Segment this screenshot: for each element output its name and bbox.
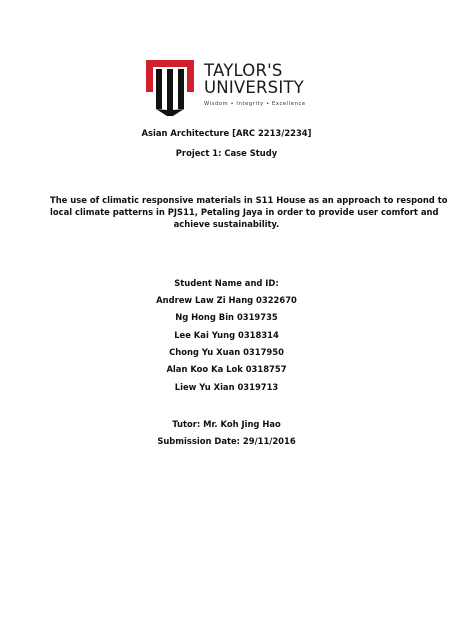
student-entry: Lee Kai Yung 0318314 xyxy=(174,330,279,340)
student-entry: Chong Yu Xuan 0317950 xyxy=(169,347,284,357)
university-crest-icon xyxy=(146,60,194,116)
taylors-university-logo xyxy=(146,60,316,116)
student-entry: Liew Yu Xian 0319713 xyxy=(174,382,279,392)
course-title: Asian Architecture [ARC 2213/2234] xyxy=(141,128,312,138)
student-entry: Andrew Law Zi Hang 0322670 xyxy=(156,295,297,305)
report-title-line: The use of climatic responsive materials in S11 House as an approach to respond to xyxy=(50,195,448,205)
student-entry: Alan Koo Ka Lok 0318757 xyxy=(166,364,287,374)
logo-tagline: Wisdom • Integrity • Excellence xyxy=(204,101,306,107)
logo-name-line1: TAYLOR'S xyxy=(204,61,283,80)
project-title: Project 1: Case Study xyxy=(175,148,278,158)
students-heading: Student Name and ID: xyxy=(174,278,279,288)
report-title xyxy=(50,194,448,230)
tutor-name: Tutor: Mr. Koh Jing Hao xyxy=(172,419,281,429)
student-entry: Ng Hong Bin 0319735 xyxy=(175,312,278,322)
report-title-line: local climate patterns in PJS11, Petaling Jaya in order to provide user comfort and xyxy=(50,207,439,217)
report-title-line: achieve sustainability. xyxy=(173,219,280,229)
logo-wordmark xyxy=(204,62,316,107)
submission-date: Submission Date: 29/11/2016 xyxy=(157,436,296,446)
logo-name-line2: UNIVERSITY xyxy=(204,78,304,97)
